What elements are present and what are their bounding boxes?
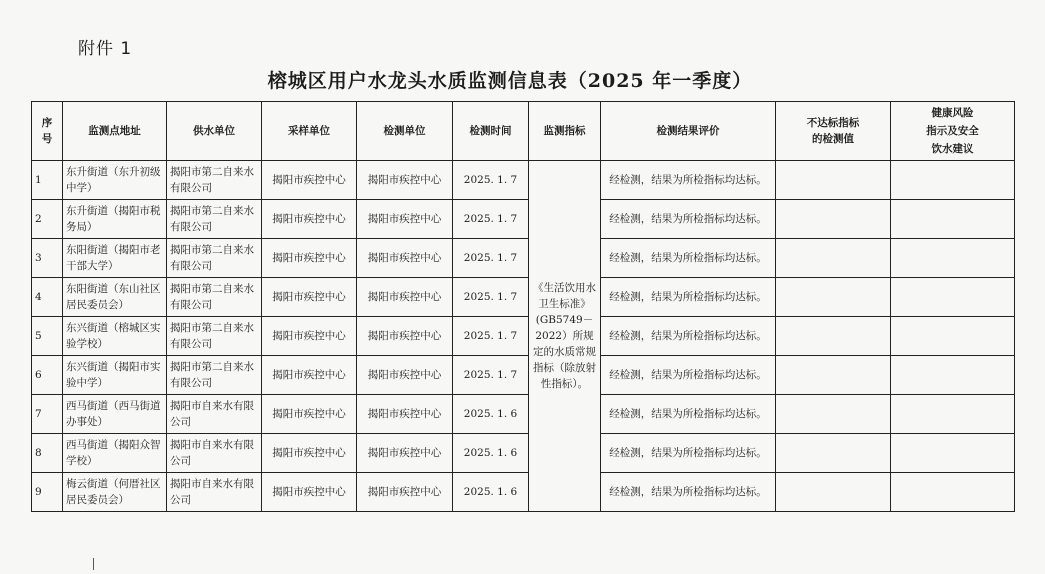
cell-health [891, 473, 1015, 512]
cell-tester: 揭阳市疾控中心 [357, 200, 453, 239]
header-seq: 序 号 [32, 102, 63, 161]
cell-sampler: 揭阳市疾控中心 [262, 239, 357, 278]
cell-time: 2025. 1. 6 [453, 473, 529, 512]
cell-nonconforming [776, 200, 891, 239]
cell-site: 东阳街道（揭阳市老干部大学） [63, 239, 167, 278]
cell-site: 东兴街道（揭阳市实验中学） [63, 356, 167, 395]
cell-site: 东升街道（东升初级中学） [63, 161, 167, 200]
cell-tester: 揭阳市疾控中心 [357, 473, 453, 512]
cell-health [891, 278, 1015, 317]
cell-evaluation: 经检测，结果为所检指标均达标。 [601, 278, 776, 317]
cell-tester: 揭阳市疾控中心 [357, 278, 453, 317]
table-row [32, 473, 1015, 512]
cell-nonconforming [776, 395, 891, 434]
header-site: 监测点地址 [63, 102, 167, 161]
cell-time: 2025. 1. 7 [453, 239, 529, 278]
cell-evaluation: 经检测，结果为所检指标均达标。 [601, 317, 776, 356]
cell-supplier: 揭阳市第二自来水有限公司 [167, 200, 262, 239]
cell-sampler: 揭阳市疾控中心 [262, 278, 357, 317]
cell-tester: 揭阳市疾控中心 [357, 395, 453, 434]
cell-seq: 4 [32, 278, 63, 317]
cell-site: 东阳街道（东山社区居民委员会） [63, 278, 167, 317]
cell-tester: 揭阳市疾控中心 [357, 239, 453, 278]
cell-health [891, 395, 1015, 434]
cell-seq: 3 [32, 239, 63, 278]
cell-supplier: 揭阳市第二自来水有限公司 [167, 356, 262, 395]
cell-evaluation: 经检测，结果为所检指标均达标。 [601, 356, 776, 395]
cell-supplier: 揭阳市第二自来水有限公司 [167, 317, 262, 356]
table-header-row [32, 102, 1015, 161]
cell-seq: 7 [32, 395, 63, 434]
cell-site: 东升街道（揭阳市税务局） [63, 200, 167, 239]
cell-supplier: 揭阳市自来水有限公司 [167, 434, 262, 473]
cell-site: 西马街道（揭阳众智学校） [63, 434, 167, 473]
cell-nonconforming [776, 317, 891, 356]
cell-sampler: 揭阳市疾控中心 [262, 200, 357, 239]
cell-time: 2025. 1. 6 [453, 395, 529, 434]
table-row [32, 395, 1015, 434]
cell-seq: 5 [32, 317, 63, 356]
cell-evaluation: 经检测，结果为所检指标均达标。 [601, 200, 776, 239]
header-health: 健康风险 指示及安全 饮水建议 [891, 102, 1015, 161]
cell-nonconforming [776, 434, 891, 473]
table-row [32, 239, 1015, 278]
cell-health [891, 200, 1015, 239]
cell-tester: 揭阳市疾控中心 [357, 161, 453, 200]
cell-supplier: 揭阳市自来水有限公司 [167, 395, 262, 434]
cell-indicator: 《生活饮用水卫生标准》(GB5749－2022）所规定的水质常规指标（除放射性指标）。 [529, 161, 601, 512]
cell-sampler: 揭阳市疾控中心 [262, 161, 357, 200]
table-row [32, 161, 1015, 200]
cell-nonconforming [776, 239, 891, 278]
header-evaluation: 检测结果评价 [601, 102, 776, 161]
cell-sampler: 揭阳市疾控中心 [262, 473, 357, 512]
cell-seq: 1 [32, 161, 63, 200]
cell-health [891, 317, 1015, 356]
cell-nonconforming [776, 161, 891, 200]
cell-seq: 8 [32, 434, 63, 473]
attachment-label: 附件 1 [78, 39, 133, 59]
table-row [32, 317, 1015, 356]
header-indicator: 监测指标 [529, 102, 601, 161]
cell-sampler: 揭阳市疾控中心 [262, 356, 357, 395]
header-tester: 检测单位 [357, 102, 453, 161]
cell-sampler: 揭阳市疾控中心 [262, 317, 357, 356]
cell-evaluation: 经检测，结果为所检指标均达标。 [601, 239, 776, 278]
cell-site: 西马街道（西马街道办事处） [63, 395, 167, 434]
water-quality-table [31, 101, 1015, 512]
table-row [32, 356, 1015, 395]
cell-health [891, 239, 1015, 278]
cell-health [891, 161, 1015, 200]
cell-time: 2025. 1. 7 [453, 317, 529, 356]
cell-nonconforming [776, 473, 891, 512]
cell-supplier: 揭阳市第二自来水有限公司 [167, 239, 262, 278]
cell-sampler: 揭阳市疾控中心 [262, 395, 357, 434]
cell-site: 梅云街道（何厝社区居民委员会） [63, 473, 167, 512]
page-title: 榕城区用户水龙头水质监测信息表（2025 年一季度） [267, 70, 753, 92]
cell-tester: 揭阳市疾控中心 [357, 317, 453, 356]
cell-time: 2025. 1. 7 [453, 356, 529, 395]
scan-edge-mark [93, 558, 94, 570]
header-supplier: 供水单位 [167, 102, 262, 161]
header-time: 检测时间 [453, 102, 529, 161]
table-row [32, 278, 1015, 317]
cell-evaluation: 经检测，结果为所检指标均达标。 [601, 161, 776, 200]
cell-tester: 揭阳市疾控中心 [357, 356, 453, 395]
header-nonconforming: 不达标指标 的检测值 [776, 102, 891, 161]
cell-supplier: 揭阳市第二自来水有限公司 [167, 161, 262, 200]
cell-evaluation: 经检测，结果为所检指标均达标。 [601, 434, 776, 473]
cell-tester: 揭阳市疾控中心 [357, 434, 453, 473]
cell-supplier: 揭阳市第二自来水有限公司 [167, 278, 262, 317]
cell-evaluation: 经检测，结果为所检指标均达标。 [601, 395, 776, 434]
cell-supplier: 揭阳市自来水有限公司 [167, 473, 262, 512]
cell-evaluation: 经检测，结果为所检指标均达标。 [601, 473, 776, 512]
cell-time: 2025. 1. 6 [453, 434, 529, 473]
cell-health [891, 356, 1015, 395]
cell-nonconforming [776, 278, 891, 317]
table-row [32, 200, 1015, 239]
cell-time: 2025. 1. 7 [453, 161, 529, 200]
cell-time: 2025. 1. 7 [453, 278, 529, 317]
cell-seq: 2 [32, 200, 63, 239]
cell-seq: 9 [32, 473, 63, 512]
cell-sampler: 揭阳市疾控中心 [262, 434, 357, 473]
cell-site: 东兴街道（榕城区实验学校） [63, 317, 167, 356]
cell-seq: 6 [32, 356, 63, 395]
cell-time: 2025. 1. 7 [453, 200, 529, 239]
cell-nonconforming [776, 356, 891, 395]
header-sampler: 采样单位 [262, 102, 357, 161]
cell-health [891, 434, 1015, 473]
table-row [32, 434, 1015, 473]
